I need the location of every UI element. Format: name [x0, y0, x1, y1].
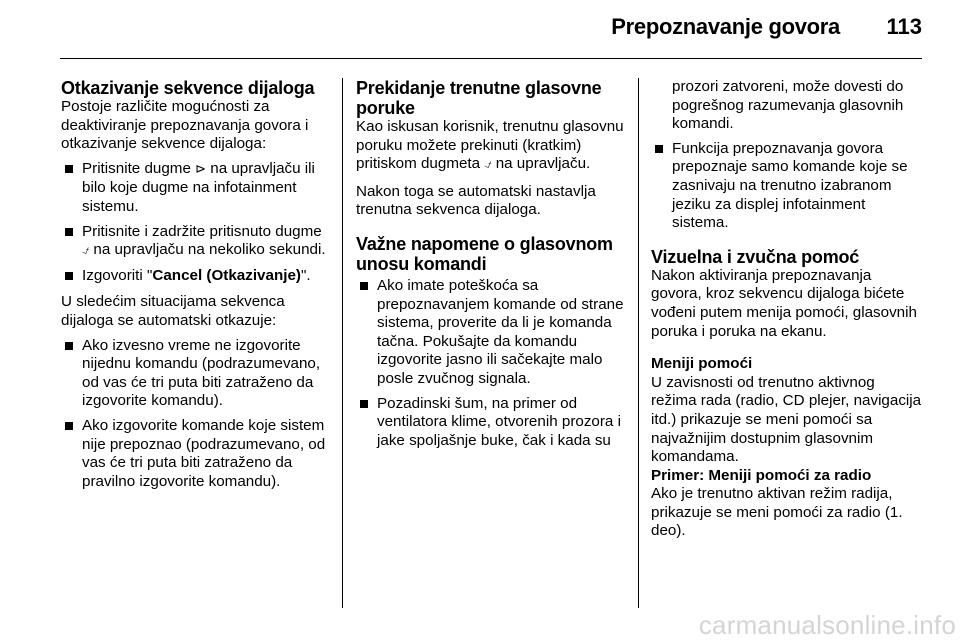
bullet-square-icon	[65, 422, 73, 430]
running-title: Prepoznavanje govora	[611, 14, 840, 39]
watermark: carmanualsonline.info	[698, 610, 956, 640]
page-number: 113	[886, 14, 922, 39]
column-divider-1	[342, 78, 343, 608]
list-item: Ako imate poteškoća sa prepoznavanjem komande od strane sistema, proverite da li je komanda tačna. Pokušajte da komandu izgovorite jasno ili sačekajte malo posle zvučnog signala.	[360, 277, 624, 389]
bullet-square-icon	[65, 165, 73, 173]
bullet-square-icon	[655, 145, 663, 153]
list-item: Ako izvesno vreme ne izgovorite nijednu komandu (podrazumevano, od vas će tri puta biti zatraženo da izgovorite komandu).	[65, 337, 329, 411]
paragraph: Kao iskusan korisnik, trenutnu glasovnu poruku možete prekinuti (kratkim) pritiskom dugmeta ⍻ na upravljaču.	[356, 118, 624, 173]
voice-button-icon: ⍻	[484, 157, 492, 173]
list-item: Pritisnite dugme ⊳ na upravljaču ili bilo koje dugme na infotainment sistemu.	[65, 160, 329, 217]
list-item: Ako izgovorite komande koje sistem nije prepoznao (podrazumevano, od vas će tri puta biti zatraženo da pravilno izgovorite komandu).	[65, 417, 329, 491]
page-header	[0, 0, 960, 58]
list-item: Pozadinski šum, na primer od ventilatora klime, otvorenih prozora i jake spoljašnje buke, čak i kada su	[360, 395, 624, 451]
bullet-square-icon	[360, 282, 368, 290]
subheading-help-menus: Meniji pomoći	[651, 355, 753, 373]
section-heading-cancel-dialog: Otkazivanje sekvence dijaloga	[61, 78, 315, 98]
header-rule	[60, 58, 922, 59]
column-divider-2	[638, 78, 639, 608]
column-1	[61, 78, 329, 491]
list-item: Izgovoriti "Cancel (Otkazivanje)".	[65, 267, 329, 286]
bullet-square-icon	[360, 400, 368, 408]
voice-end-button-icon: ⊳	[195, 161, 207, 177]
column-3	[651, 78, 923, 541]
bullet-square-icon	[65, 272, 73, 280]
column-2	[356, 78, 624, 450]
section-heading-interrupt-prompt: Prekidanje trenutne glasovne poruke	[356, 78, 602, 118]
section-heading-visual-audio-help: Vizuelna i zvučna pomoć	[651, 246, 860, 267]
bullet-square-icon	[65, 228, 73, 236]
paragraph-continued: prozori zatvoreni, može dovesti do pogrešnog razumevanja glasovnih komandi.	[672, 78, 904, 133]
list-item: Pritisnite i zadržite pritisnuto dugme ⍻ na upravljaču na nekoliko sekundi.	[65, 223, 329, 261]
bullet-square-icon	[65, 342, 73, 350]
paragraph: U zavisnosti od trenutno aktivnog režima rada (radio, CD plejer, navigacija itd.) prikazuje se meni pomoći sa najvažnijim dostupnim glasovnim komandama.	[651, 373, 922, 466]
bullet-list	[61, 160, 329, 286]
paragraph: Nakon aktiviranja prepoznavanja govora, kroz sekvencu dijaloga bićete vođeni putem menija pomoći, glasovnih poruka i poruka na ekanu.	[651, 266, 917, 340]
paragraph: Ako je trenutno aktivan režim radija, prikazuje se meni pomoći za radio (1. deo).	[651, 485, 903, 540]
paragraph: U sledećim situacijama sekvenca dijaloga se automatski otkazuje:	[61, 293, 285, 329]
section-heading-important-notes: Važne napomene o glasovnom unosu komandi	[356, 233, 613, 274]
bullet-list	[651, 140, 923, 233]
voice-button-icon: ⍻	[82, 243, 90, 259]
list-item: Funkcija prepoznavanja govora prepoznaje samo komande koje se zasnivaju na trenutno izabranom jeziku za displej infotainment sistema.	[655, 140, 923, 233]
bullet-list	[356, 277, 624, 450]
voice-command-cancel: Cancel (Otkazivanje)	[152, 266, 301, 284]
paragraph: Postoje različite mogućnosti za deaktiviranje prepoznavanja govora i otkazivanje sekvence dijaloga:	[61, 98, 309, 153]
bullet-list	[61, 337, 329, 492]
paragraph: Nakon toga se automatski nastavlja trenutna sekvenca dijaloga.	[356, 182, 596, 219]
subheading-radio-help-example: Primer: Meniji pomoći za radio	[651, 466, 872, 484]
